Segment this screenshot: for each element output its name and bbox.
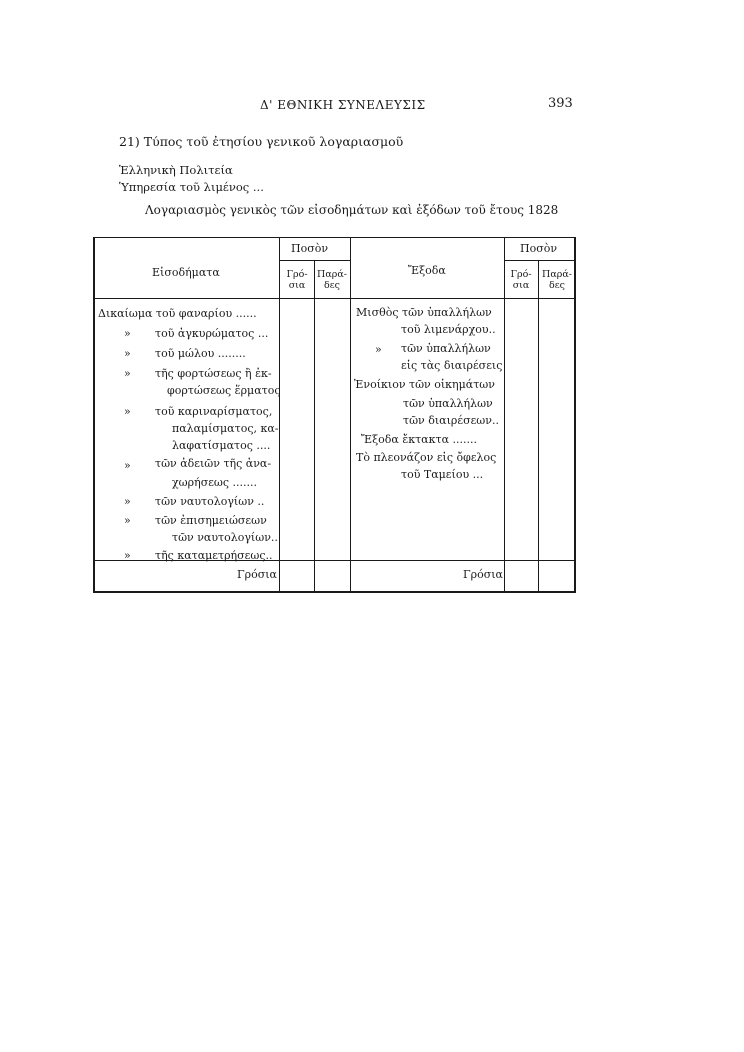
ditto-mark: » xyxy=(124,347,131,360)
state-line: Ἑλληνικὴ Πολιτεία xyxy=(119,163,233,177)
col-divider xyxy=(350,238,351,591)
income-row: τῶν ἀδειῶν τῆς ἀνα- xyxy=(155,457,272,470)
grosia-col-header-right: Γρό- σια xyxy=(510,269,532,291)
expense-row-continued: τοῦ λιμενάρχου.. xyxy=(401,323,496,336)
income-row: τῶν ἐπισημειώσεων xyxy=(155,514,267,527)
parades-col-header-right: Παρά- δες xyxy=(542,269,572,291)
running-header-title: Δ' ΕΘΝΙΚΗ ΣΥΝΕΛΕΥΣΙΣ xyxy=(260,98,426,112)
ditto-mark: » xyxy=(124,549,131,562)
col-divider xyxy=(314,261,315,591)
row-divider xyxy=(504,260,576,261)
col-divider xyxy=(504,238,505,591)
col-divider xyxy=(279,238,280,591)
account-title: Λογαριασμὸς γενικὸς τῶν εἰσοδημάτων καὶ ἐξόδων τοῦ ἔτους 1828 xyxy=(145,203,559,217)
ditto-mark: » xyxy=(124,405,131,418)
service-line: Ὑπηρεσία τοῦ λιμένος ... xyxy=(119,180,264,194)
parades-col-header-left: Παρά- δες xyxy=(317,269,347,291)
col-divider xyxy=(538,261,539,591)
amount-header-left: Ποσὸν xyxy=(291,242,329,255)
income-row-continued: λαφατίσματος .... xyxy=(172,439,271,452)
grosia-col-header-left: Γρό- σια xyxy=(286,269,308,291)
income-row: τῆς καταμετρήσεως.. xyxy=(155,549,273,562)
page-number: 393 xyxy=(548,96,573,111)
expense-header: Ἔξοδα xyxy=(408,264,446,277)
ditto-mark: » xyxy=(124,514,131,527)
income-row-continued: χωρήσεως ....... xyxy=(172,476,258,489)
income-row-continued: τῶν ναυτολογίων.. xyxy=(172,531,278,544)
expense-row-continued: τῶν ὑπαλλήλων xyxy=(403,397,493,410)
income-total-label: Γρόσια xyxy=(237,568,277,581)
expense-row: Ἐνοίκιον τῶν οἰκημάτων xyxy=(354,378,495,391)
row-divider xyxy=(279,260,350,261)
income-row: τοῦ μώλου ........ xyxy=(155,347,246,360)
ditto-mark: » xyxy=(124,327,131,340)
ditto-mark: » xyxy=(375,343,382,356)
income-header: Εἰσοδήματα xyxy=(152,266,220,279)
expense-total-label: Γρόσια xyxy=(463,568,503,581)
ditto-mark: » xyxy=(124,495,131,508)
header-divider xyxy=(95,298,576,299)
expense-row: Ἔξοδα ἔκτακτα ....... xyxy=(361,433,477,446)
income-row: τοῦ ἀγκυρώματος ... xyxy=(155,327,269,340)
income-row: Δικαίωμα τοῦ φαναρίου ...... xyxy=(98,307,257,320)
expense-row: Μισθὸς τῶν ὑπαλλήλων xyxy=(356,306,492,319)
expense-row-continued: τῶν διαιρέσεων.. xyxy=(403,414,499,427)
ditto-mark: » xyxy=(124,459,131,472)
amount-header-right: Ποσὸν xyxy=(520,242,558,255)
income-row: τοῦ καριναρίσματος, xyxy=(155,405,273,418)
expense-row: Τὸ πλεονάζον εἰς ὄφελος xyxy=(356,451,497,464)
income-row: τῆς φορτώσεως ἢ ἐκ- xyxy=(155,367,272,380)
expense-row: τῶν ὑπαλλήλων xyxy=(401,342,491,355)
income-row-continued: παλαμίσματος, κα- xyxy=(172,422,279,435)
ditto-mark: » xyxy=(124,367,131,380)
section-heading: 21) Τύπος τοῦ ἐτησίου γενικοῦ λογαριασμοῦ xyxy=(119,134,404,149)
income-row-continued: φορτώσεως ἕρματος xyxy=(167,384,281,397)
account-table xyxy=(93,237,576,593)
income-row: τῶν ναυτολογίων .. xyxy=(155,495,265,508)
expense-row-continued: τοῦ Ταμείου ... xyxy=(401,468,484,481)
expense-row-continued: εἰς τὰς διαιρέσεις xyxy=(401,359,503,372)
